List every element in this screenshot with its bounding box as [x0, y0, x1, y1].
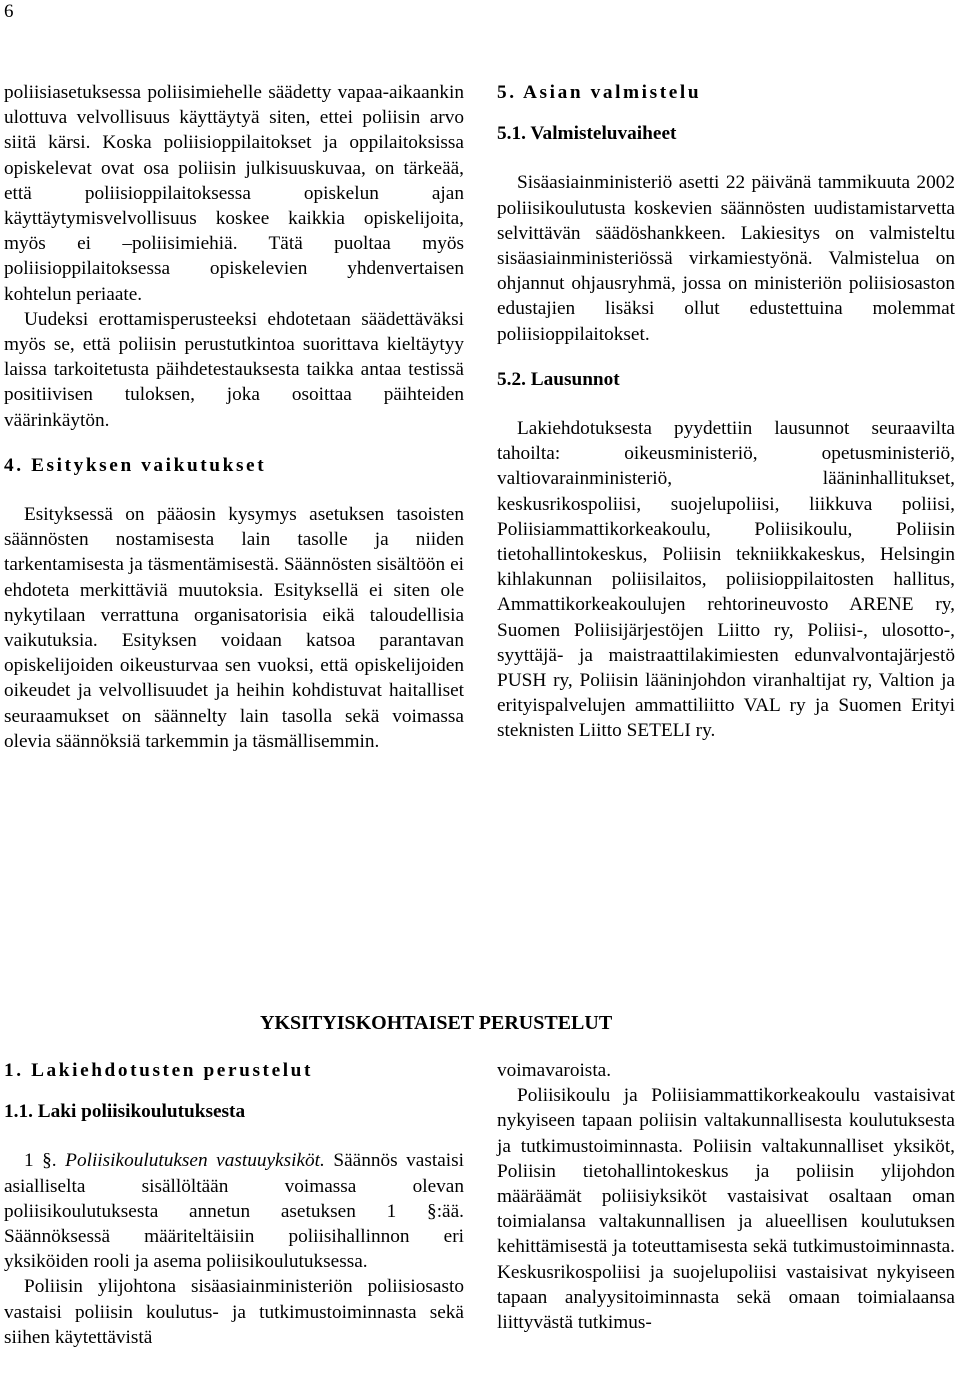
section-heading: YKSITYISKOHTAISET PERUSTELUT — [260, 1012, 613, 1034]
paragraph-text: Säännös vastaisi asialliselta sisällöltään voimassa olevan poliisikoulutuksesta annetun asetuksen 1 §:ää. Säännöksessä määriteltäisiin poliisihallinnon eri yksiköiden rooli ja asema poliisikoulutuksessa. — [4, 1150, 465, 1273]
paragraph: Sisäasiainministeriö asetti 22 päivänä tammikuuta 2002 poliisikoulutusta koskevien säännösten uudistamistarvetta selvittävän säädöshankkeen. Lakiesitys on valmisteltu sisäasiainministeriössä virkamiestyönä. Valmistelua on ohjannut ohjausryhmä, jossa on ministeriön poliisiosaston edustajien lisäksi ollut edustettuina molemmat poliisioppilaitokset. — [497, 172, 955, 345]
paragraph: Poliisikoulu ja Poliisiammattikorkeakoulu vastaisivat nykyiseen tapaan poliisin valtakunnallisesta koulutuksesta ja tutkimustoiminnasta. Poliisin valtakunnalliset yksiköt, Poliisin tietohallintokeskus ja poliisin ylijohdon määräämät poliisiyksiköt vastaisivat osaltaan oman toimialansa valtakunnallisen ja alueellisen koulutuksen kehittämisestä ja toteuttamisesta sekä tutkimustoiminnasta. Keskusrikospoliisi ja suojelupoliisi vastaisivat nykyiseen tapaan analyysitoiminnasta sekä omaan toimialaansa liittyvästä tutkimus- — [497, 1085, 955, 1334]
paragraph: Esityksessä on pääosin kysymys asetuksen tasoisten säännösten nostamisesta lain tasolle ja niiden tarkentamisesta ja täsmentämisestä. Säännösten sisältöön ei ehdoteta merkittäviä muutoksia. Esityksellä ei siten ole nykytilaan verrattuna organisatorisia eikä taloudellisia vaikutuksia. Esityksen voidaan katsoa parantavan opiskelijoiden oikeusturvaa sen vuoksi, että opiskelijoiden oikeudet ja velvollisuudet ja heihin kohdistuvat haitalliset seuraamukset on säännelty lain tasolla sekä voimassa olevia säännöksiä tarkemmin ja täsmällisemmin. — [4, 504, 464, 752]
right-column-bottom — [497, 1058, 955, 1335]
heading-section-5: 5. Asian valmistelu — [497, 82, 702, 103]
heading-section-5-2: 5.2. Lausunnot — [497, 368, 620, 390]
section-title: Poliisikoulutuksen vastuuyksiköt. — [65, 1150, 325, 1172]
heading-section-5-1: 5.1. Valmisteluvaiheet — [497, 123, 677, 145]
section-number: 1 §. — [24, 1150, 57, 1172]
left-column-bottom — [4, 1058, 464, 1350]
heading-section-1-1: 1.1. Laki poliisikoulutuksesta — [4, 1101, 246, 1123]
paragraph: Lakiehdotuksesta pyydettiin lausunnot seuraavilta tahoilta: oikeusministeriö, opetusministeriö, valtiovarainministeriö, lääninhallitukset, keskusrikospoliisi, suojelupoliisi, liikkuva poliisi, Poliisiammattikorkeakoulu, Poliisikoulu, Poliisin tietohallintokeskus, Poliisin tekniikkakeskus, Helsingin kihlakunnan poliisilaitos, poliisioppilaitosten hallitus, Ammattikorkeakoulujen rehtorineuvosto ARENE ry, Suomen Poliisijärjestöjen Liitto ry, Poliisi-, ulosotto-, syyttäjä- ja maistraattilakimiesten edunvalvontajärjestö PUSH ry, Poliisin lääninjohdon viranhaltijat ry, Valtion ja erityispalvelujen ammattiliitto VAL ry ja Suomen Erityi steknisten Liitto SETELI ry. — [497, 418, 955, 742]
paragraph: voimavaroista. — [497, 1060, 612, 1081]
page-number: 6 — [4, 1, 14, 22]
paragraph: Uudeksi erottamisperusteeksi ehdotetaan säädettäväksi myös se, että poliisin perustutkintoa suorittava kieltäytyy laissa tarkoitetusta päihdetestauksesta taikka antaa testissä positiivisen tuloksen, joka osoittaa päihteiden väärinkäytön. — [4, 308, 464, 431]
left-column-top — [4, 80, 464, 754]
heading-section-4: 4. Esityksen vaikutukset — [4, 454, 267, 476]
heading-section-1: 1. Lakiehdotusten perustelut — [4, 1060, 314, 1081]
paragraph: Poliisin ylijohtona sisäasiainministeriön poliisiosasto vastaisi poliisin koulutus- ja tutkimustoiminnasta sekä siihen käytettävistä — [4, 1276, 464, 1348]
paragraph: poliisiasetuksessa poliisimiehelle säädetty vapaa-aikaankin ulottuva velvollisuus käyttäytyä siten, ettei poliisin arvo siitä kärsi. Koska poliisioppilaitokset ja oppilaitoksissa opiskelevat ovat osa poliisin julkisuuskuvaa, on tärkeää, että poliisioppilaitoksessa opiskelun ajan käyttäytymisvelvollisuus koskee kaikkia opiskelijoita, myös ei –poliisimiehiä. Tätä puoltaa myös poliisioppilaitoksessa opiskelevien yhdenvertaisen kohtelun periaate. — [4, 82, 464, 305]
paragraph — [4, 1148, 464, 1274]
right-column-top — [497, 80, 955, 744]
